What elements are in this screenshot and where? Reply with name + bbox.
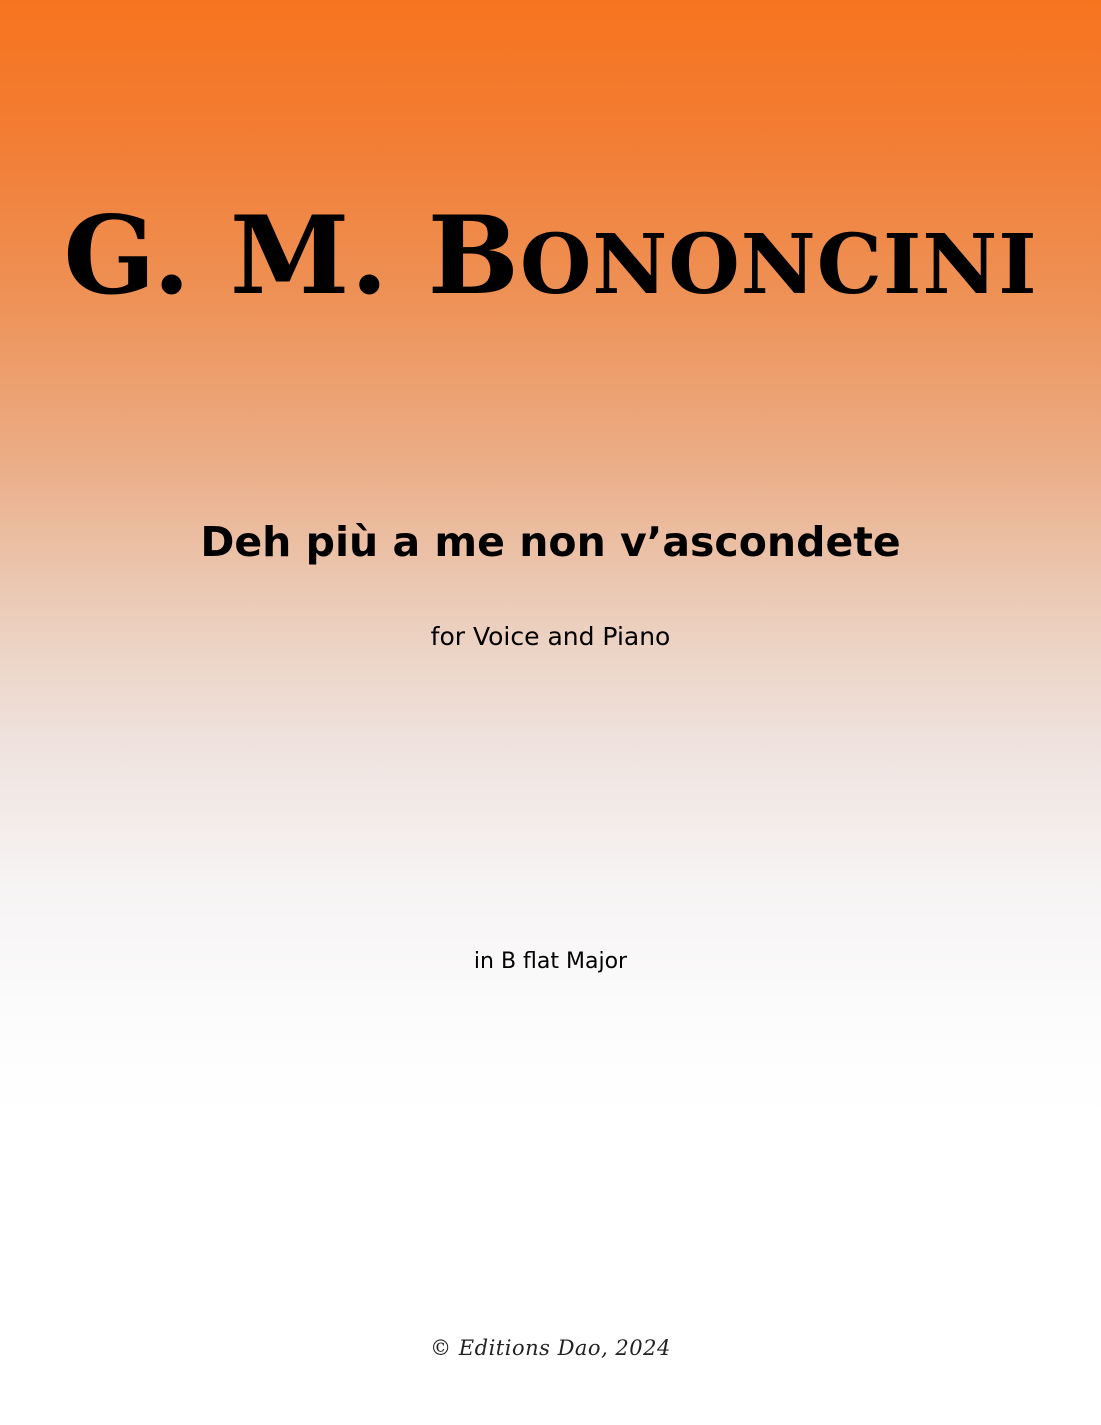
composer-surname-rest: ONONCINI [519, 217, 1038, 313]
composer-surname-initial: B [427, 193, 520, 319]
copyright-notice: © Editions Dao, 2024 [430, 1336, 671, 1360]
instrumentation: for Voice and Piano [430, 622, 671, 651]
composer-name [0, 193, 1101, 325]
key-signature: in B flat Major [473, 949, 628, 974]
composer-initials: G. M. [63, 193, 428, 319]
piece-title: Deh più a me non v’ascondete [200, 518, 901, 566]
